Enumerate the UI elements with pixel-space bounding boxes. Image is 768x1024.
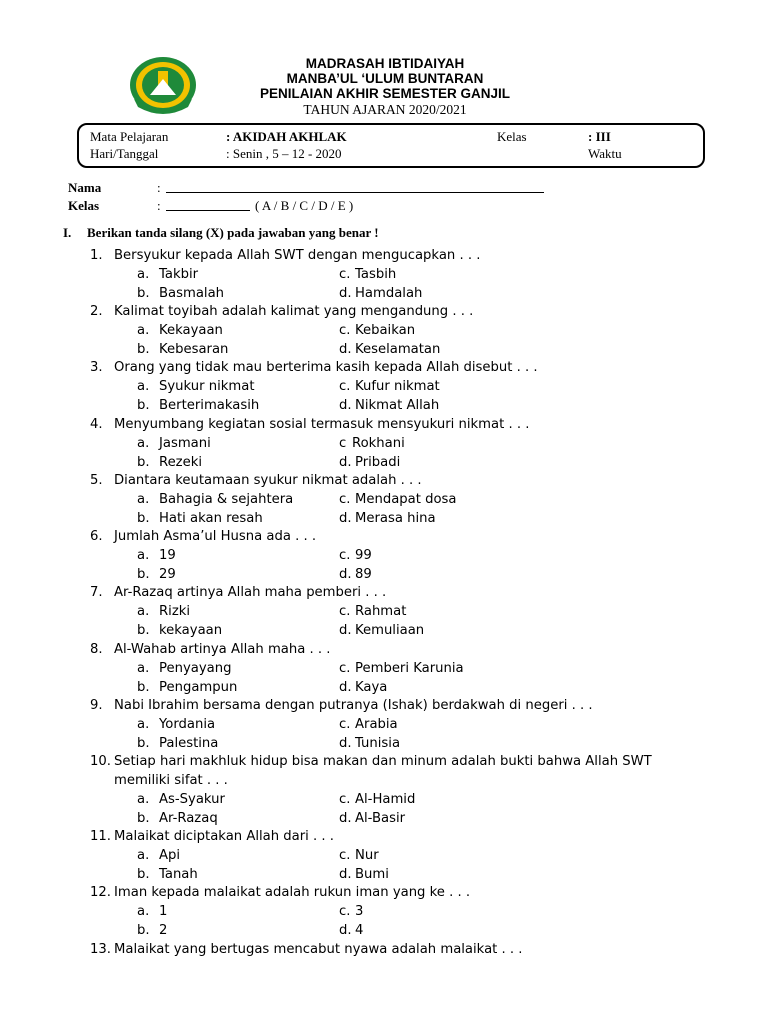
option-label-a[interactable]: a. — [137, 604, 150, 619]
question-number: 10. — [90, 754, 111, 769]
option-label-b[interactable]: b. — [137, 923, 150, 938]
subject-label: Mata Pelajaran — [90, 129, 169, 144]
option-c[interactable]: Rokhani — [352, 436, 405, 451]
student-class-label: Kelas — [68, 198, 100, 213]
option-d[interactable]: Bumi — [355, 867, 389, 882]
option-label-a[interactable]: a. — [137, 548, 150, 563]
subject-value: : AKIDAH AKHLAK — [226, 129, 347, 144]
option-label-a[interactable]: a. — [137, 492, 150, 507]
option-d[interactable]: Kaya — [355, 680, 388, 695]
question-number: 5. — [90, 473, 103, 488]
option-c[interactable]: Kufur nikmat — [355, 379, 440, 394]
option-label-b[interactable]: b. — [137, 867, 150, 882]
option-b[interactable]: Pengampun — [159, 680, 238, 695]
option-a[interactable]: Rizki — [159, 604, 191, 619]
option-c[interactable]: Al-Hamid — [355, 792, 416, 807]
option-a[interactable]: 1 — [159, 904, 168, 919]
option-label-c[interactable]: c. — [339, 379, 351, 394]
option-label-d[interactable]: d. — [339, 342, 352, 357]
question-text: Setiap hari makhluk hidup bisa makan dan minum adalah bukti bahwa Allah SWT — [114, 754, 652, 769]
class-value: : III — [588, 129, 611, 144]
option-a[interactable]: Bahagia & sejahtera — [159, 492, 294, 507]
option-b[interactable]: Palestina — [159, 736, 219, 751]
option-label-d[interactable]: d. — [339, 398, 352, 413]
question-text: Kalimat toyibah adalah kalimat yang mengandung . . . — [114, 304, 474, 319]
option-c[interactable]: Arabia — [355, 717, 398, 732]
option-b[interactable]: Rezeki — [159, 455, 203, 470]
option-b[interactable]: Ar-Razaq — [159, 811, 218, 826]
question-text: Al-Wahab artinya Allah maha . . . — [114, 642, 331, 657]
option-label-b[interactable]: b. — [137, 511, 150, 526]
option-a[interactable]: As-Syakur — [159, 792, 225, 807]
question-text: Nabi Ibrahim bersama dengan putranya (Ishak) berdakwah di negeri . . . — [114, 698, 593, 713]
option-label-c[interactable]: c. — [339, 717, 351, 732]
exam-title: PENILAIAN AKHIR SEMESTER GANJIL — [259, 86, 511, 101]
option-c[interactable]: Tasbih — [355, 267, 397, 282]
option-d[interactable]: Merasa hina — [355, 511, 436, 526]
option-label-d[interactable]: d. — [339, 623, 352, 638]
option-label-c[interactable]: c. — [339, 548, 351, 563]
question-number: 3. — [90, 360, 103, 375]
option-a[interactable]: Jasmani — [159, 436, 211, 451]
question-text: Bersyukur kepada Allah SWT dengan mengucapkan . . . — [114, 248, 481, 263]
option-label-d[interactable]: d. — [339, 736, 352, 751]
option-a[interactable]: 19 — [159, 548, 176, 563]
student-class-options: ( A / B / C / D / E ) — [255, 198, 354, 213]
question-number: 1. — [90, 248, 103, 263]
class-label: Kelas — [497, 129, 527, 144]
option-label-b[interactable]: b. — [137, 680, 150, 695]
question-number: 6. — [90, 529, 103, 544]
option-label-a[interactable]: a. — [137, 267, 150, 282]
option-label-d[interactable]: d. — [339, 811, 352, 826]
section-instruction: Berikan tanda silang (X) pada jawaban yang benar ! — [87, 225, 379, 240]
student-name-colon: : — [157, 180, 161, 195]
question-number: 13. — [90, 942, 111, 957]
option-a[interactable]: Syukur nikmat — [159, 379, 255, 394]
option-label-a[interactable]: a. — [137, 436, 150, 451]
option-label-b[interactable]: b. — [137, 398, 150, 413]
option-b[interactable]: 2 — [159, 923, 168, 938]
option-label-b[interactable]: b. — [137, 567, 150, 582]
option-label-a[interactable]: a. — [137, 323, 150, 338]
question-text: Malaikat diciptakan Allah dari . . . — [114, 829, 334, 844]
option-label-b[interactable]: b. — [137, 342, 150, 357]
option-label-b[interactable]: b. — [137, 286, 150, 301]
question-text: Diantara keutamaan syukur nikmat adalah . . . — [114, 473, 422, 488]
option-c[interactable]: Nur — [355, 848, 379, 863]
question-text: Orang yang tidak mau berterima kasih kepada Allah disebut . . . — [114, 360, 538, 375]
question-text: Menyumbang kegiatan sosial termasuk mensyukuri nikmat . . . — [114, 417, 530, 432]
option-d[interactable]: Pribadi — [355, 455, 401, 470]
option-label-b[interactable]: b. — [137, 811, 150, 826]
academic-year: TAHUN AJARAN 2020/2021 — [303, 102, 467, 117]
question-number: 4. — [90, 417, 103, 432]
question-number: 7. — [90, 585, 103, 600]
school-name: MANBA’UL ‘ULUM BUNTARAN — [286, 71, 484, 86]
student-class-field[interactable] — [166, 210, 250, 211]
option-label-c[interactable]: c. — [339, 323, 351, 338]
option-label-c[interactable]: c. — [339, 267, 351, 282]
option-label-b[interactable]: b. — [137, 623, 150, 638]
option-d[interactable]: Al-Basir — [355, 811, 406, 826]
option-b[interactable]: kekayaan — [159, 623, 223, 638]
question-text-continued: memiliki sifat . . . — [114, 773, 228, 788]
option-label-b[interactable]: b. — [137, 736, 150, 751]
question-text: Ar-Razaq artinya Allah maha pemberi . . . — [114, 585, 387, 600]
option-a[interactable]: Penyayang — [159, 661, 232, 676]
question-text: Jumlah Asma’ul Husna ada . . . — [114, 529, 317, 544]
option-label-a[interactable]: a. — [137, 379, 150, 394]
option-d[interactable]: 4 — [355, 923, 364, 938]
option-a[interactable]: Api — [159, 848, 181, 863]
question-number: 12. — [90, 885, 111, 900]
option-d[interactable]: Keselamatan — [355, 342, 441, 357]
option-d[interactable]: Nikmat Allah — [355, 398, 440, 413]
student-class-colon: : — [157, 198, 161, 213]
date-label: Hari/Tanggal — [90, 146, 159, 161]
option-label-c[interactable]: c. — [339, 492, 351, 507]
option-a[interactable]: Yordania — [159, 717, 216, 732]
option-c[interactable]: 99 — [355, 548, 372, 563]
option-label-b[interactable]: b. — [137, 455, 150, 470]
option-b[interactable]: 29 — [159, 567, 176, 582]
option-c[interactable]: Mendapat dosa — [355, 492, 457, 507]
question-text: Malaikat yang bertugas mencabut nyawa adalah malaikat . . . — [114, 942, 523, 957]
option-d[interactable]: Tunisia — [355, 736, 401, 751]
option-d[interactable]: Hamdalah — [355, 286, 423, 301]
option-c[interactable]: Kebaikan — [355, 323, 416, 338]
option-label-d[interactable]: d. — [339, 680, 352, 695]
option-b[interactable]: Basmalah — [159, 286, 225, 301]
option-label-c[interactable]: c. — [339, 604, 351, 619]
option-label-a[interactable]: a. — [137, 717, 150, 732]
option-b[interactable]: Berterimakasih — [159, 398, 260, 413]
option-label-c[interactable]: c. — [339, 904, 351, 919]
option-label-d[interactable]: d. — [339, 511, 352, 526]
option-b[interactable]: Tanah — [159, 867, 198, 882]
option-d[interactable]: Kemuliaan — [355, 623, 425, 638]
question-number: 8. — [90, 642, 103, 657]
option-label-a[interactable]: a. — [137, 848, 150, 863]
option-label-a[interactable]: a. — [137, 661, 150, 676]
option-d[interactable]: 89 — [355, 567, 372, 582]
option-label-c[interactable]: c. — [339, 848, 351, 863]
option-b[interactable]: Kebesaran — [159, 342, 229, 357]
question-number: 2. — [90, 304, 103, 319]
option-label-a[interactable]: a. — [137, 904, 150, 919]
option-b[interactable]: Hati akan resah — [159, 511, 263, 526]
option-label-d[interactable]: d. — [339, 567, 352, 582]
option-label-d[interactable]: d. — [339, 867, 352, 882]
student-name-field[interactable] — [166, 192, 544, 193]
option-label-a[interactable]: a. — [137, 792, 150, 807]
question-number: 9. — [90, 698, 103, 713]
section-number: I. — [63, 225, 72, 240]
option-label-c[interactable]: c. — [339, 661, 351, 676]
question-number: 11. — [90, 829, 111, 844]
madrasah-logo — [128, 55, 198, 115]
option-a[interactable]: Kekayaan — [159, 323, 223, 338]
time-label: Waktu — [588, 146, 622, 161]
option-c[interactable]: Rahmat — [355, 604, 407, 619]
option-c[interactable]: 3 — [355, 904, 364, 919]
option-c[interactable]: Pemberi Karunia — [355, 661, 464, 676]
date-value: : Senin , 5 – 12 - 2020 — [226, 146, 342, 161]
option-a[interactable]: Takbir — [159, 267, 199, 282]
option-label-c[interactable]: c. — [339, 792, 351, 807]
question-text: Iman kepada malaikat adalah rukun iman yang ke . . . — [114, 885, 471, 900]
option-label-c[interactable]: c — [339, 436, 347, 451]
option-label-d[interactable]: d. — [339, 923, 352, 938]
option-label-d[interactable]: d. — [339, 286, 352, 301]
school-type: MADRASAH IBTIDAIYAH — [305, 56, 465, 71]
student-name-label: Nama — [68, 180, 102, 195]
option-label-d[interactable]: d. — [339, 455, 352, 470]
